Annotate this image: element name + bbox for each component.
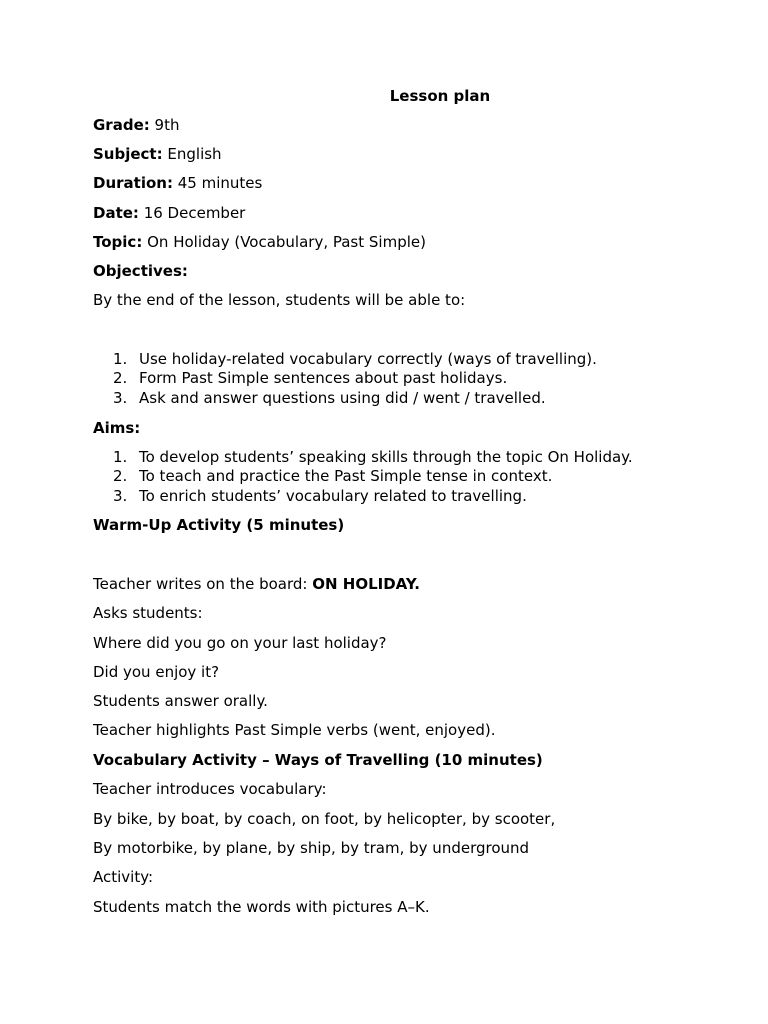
objectives-intro: By the end of the lesson, students will be able to: [93, 291, 466, 309]
list-text: Ask and answer questions using did / went / travelled. [139, 389, 546, 407]
page-title: Lesson plan [389, 87, 491, 105]
grade-value: 9th [154, 116, 180, 134]
topic-value: On Holiday (Vocabulary, Past Simple) [147, 233, 426, 251]
warmup-highlight: Teacher highlights Past Simple verbs (went, enjoyed). [93, 721, 496, 739]
vocabulary-list-1: By bike, by boat, by coach, on foot, by helicopter, by scooter, [93, 810, 556, 828]
list-number: 3. [113, 487, 128, 505]
list-text: Form Past Simple sentences about past holidays. [139, 369, 508, 387]
objective-item [113, 388, 546, 408]
list-text: To enrich students’ vocabulary related to travelling. [139, 487, 527, 505]
topic-label: Topic: [93, 233, 143, 251]
date-line [93, 203, 245, 223]
warmup-board-prefix: Teacher writes on the board: [93, 575, 313, 593]
activity-text: Students match the words with pictures A–K. [93, 898, 430, 916]
duration-line [93, 173, 262, 193]
list-number: 2. [113, 369, 128, 387]
warmup-board-line [93, 574, 420, 594]
vocabulary-heading: Vocabulary Activity – Ways of Travelling (10 minutes) [93, 751, 543, 769]
warmup-board-word: ON HOLIDAY. [312, 575, 420, 593]
list-number: 1. [113, 448, 128, 466]
objectives-heading: Objectives: [93, 262, 188, 280]
list-text: To develop students’ speaking skills through the topic On Holiday. [139, 448, 633, 466]
vocabulary-intro: Teacher introduces vocabulary: [93, 780, 327, 798]
grade-line [93, 115, 179, 135]
warmup-answer: Students answer orally. [93, 692, 268, 710]
list-number: 2. [113, 467, 128, 485]
duration-value: 45 minutes [177, 174, 263, 192]
objective-item [113, 368, 507, 388]
aim-item [113, 466, 552, 486]
subject-label: Subject: [93, 145, 163, 163]
subject-line [93, 144, 222, 164]
topic-line [93, 232, 426, 252]
aim-item [113, 447, 633, 467]
list-number: 1. [113, 350, 128, 368]
vocabulary-list-2: By motorbike, by plane, by ship, by tram, by underground [93, 839, 530, 857]
warmup-question-1: Where did you go on your last holiday? [93, 634, 387, 652]
date-label: Date: [93, 204, 139, 222]
list-text: To teach and practice the Past Simple tense in context. [139, 467, 553, 485]
objective-item [113, 349, 597, 369]
warmup-heading: Warm-Up Activity (5 minutes) [93, 516, 345, 534]
date-value: 16 December [143, 204, 246, 222]
aim-item [113, 486, 527, 506]
grade-label: Grade: [93, 116, 150, 134]
list-number: 3. [113, 389, 128, 407]
list-text: Use holiday-related vocabulary correctly (ways of travelling). [139, 350, 597, 368]
aims-heading: Aims: [93, 419, 141, 437]
warmup-asks: Asks students: [93, 604, 203, 622]
duration-label: Duration: [93, 174, 173, 192]
subject-value: English [167, 145, 222, 163]
activity-label: Activity: [93, 868, 154, 886]
warmup-question-2: Did you enjoy it? [93, 663, 220, 681]
